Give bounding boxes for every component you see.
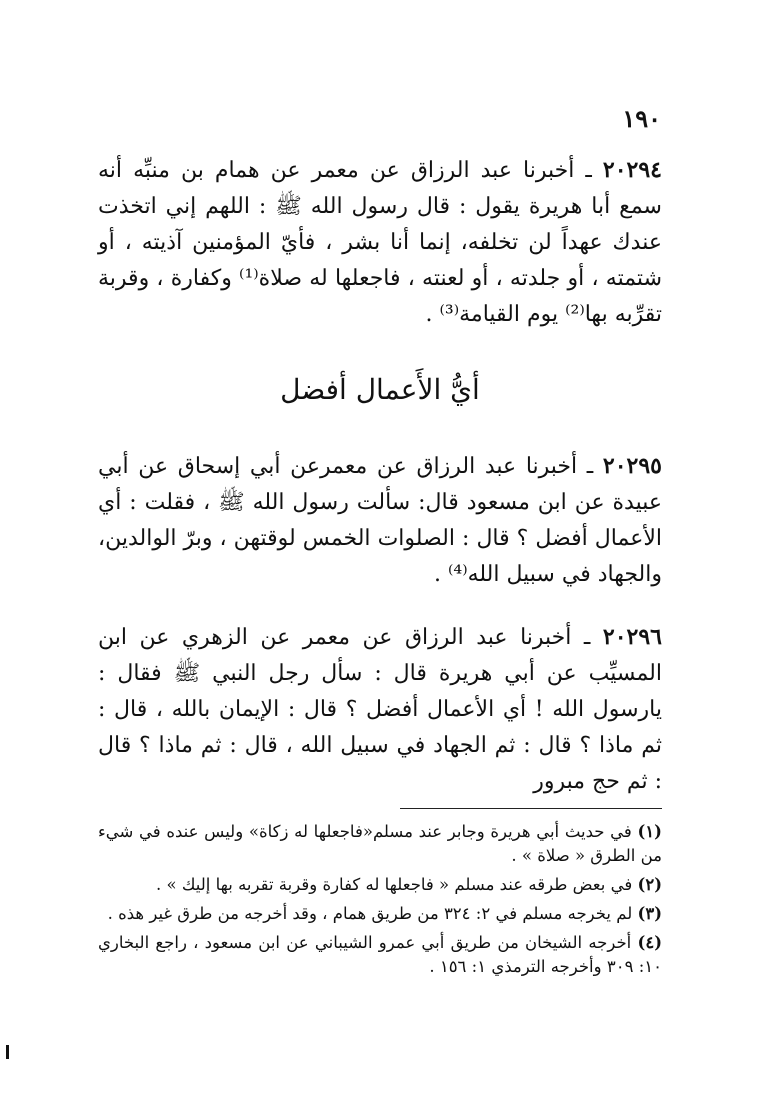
footnote-mark: (٢)	[637, 875, 662, 894]
footnote-mark: (٤)	[637, 933, 663, 952]
hadith-number: ٢٠٢٩٥	[602, 453, 662, 479]
dash: ـ	[583, 625, 591, 650]
main-text	[98, 152, 662, 826]
footnote-1	[98, 820, 662, 868]
footnote-text: لم يخرجه مسلم في ٢: ٣٢٤ من طريق همام ، وقد أخرجه من طرق غير هذه .	[107, 904, 633, 923]
page-number: ١٩٠	[622, 104, 661, 133]
dash: ـ	[585, 158, 592, 183]
footnote-text: أخرجه الشيخان من طريق أبي عمرو الشيباني عن ابن مسعود ، راجع البخاري ١٠: ٣٠٩ وأخرجه الترمذي ١: ١٥٦ .	[98, 933, 662, 976]
chapter-heading: أيُّ الأَعمال أفضل	[280, 373, 480, 406]
footnote-2	[98, 873, 662, 897]
hadith-text: أخبرنا عبد الرزاق عن معمر عن الزهري عن ابن المسيِّب عن أبي هريرة قال : سأل رجل النبي ﷺ فقال : يارسول الله ! أي الأعمال أفضل ؟ قال : الإيمان بالله ، قال : ثم ماذا ؟ قال : ثم الجهاد في سبيل الله ، قال : ثم ماذا ؟ قال : ثم حج مبرور	[98, 625, 662, 794]
dash: ـ	[586, 454, 594, 479]
hadith-20294	[98, 152, 662, 333]
footnote-4	[98, 931, 662, 979]
hadith-20295	[98, 448, 662, 593]
footnote-text: في حديث أبي هريرة وجابر عند مسلم«فاجعلها له زكاة» وليس عنده في شيء من الطرق « صلاة » .	[98, 822, 662, 865]
footnote-text: في بعض طرقه عند مسلم « فاجعلها له كفارة وقربة تقربه بها إليك » .	[156, 875, 633, 894]
footnote-mark: (١)	[637, 822, 662, 841]
hadith-number: ٢٠٢٩٦	[602, 624, 662, 650]
footnotes	[98, 820, 662, 984]
hadith-number: ٢٠٢٩٤	[602, 157, 662, 183]
footnote-3	[98, 902, 662, 926]
scan-margin-mark	[6, 1045, 9, 1059]
footnote-mark: (٣)	[637, 904, 662, 923]
hadith-text: أخبرنا عبد الرزاق عن معمرعن أبي إسحاق عن أبي عبيدة عن ابن مسعود قال: سألت رسول الله ﷺ ، فقلت : أي الأعمال أفضل ؟ قال : الصلوات الخمس لوقتهن ، وبرّ الوالدين، والجهاد في سبيل الله⁽⁴⁾ .	[98, 454, 662, 587]
footnote-divider	[400, 808, 662, 809]
hadith-text: أخبرنا عبد الرزاق عن معمر عن همام بن منبِّه أنه سمع أبا هريرة يقول : قال رسول الله ﷺ : اللهم إني اتخذت عندك عهداً لن تخلفه، إنما أنا بشر ، فأيّ المؤمنين آذيته ، أو شتمته ، أو جلدته ، أو لعنته ، فاجعلها له صلاة⁽¹⁾ وكفارة ، وقربة تقرِّبه بها⁽²⁾ يوم القيامة⁽³⁾ .	[98, 158, 663, 327]
hadith-20296	[98, 619, 662, 800]
